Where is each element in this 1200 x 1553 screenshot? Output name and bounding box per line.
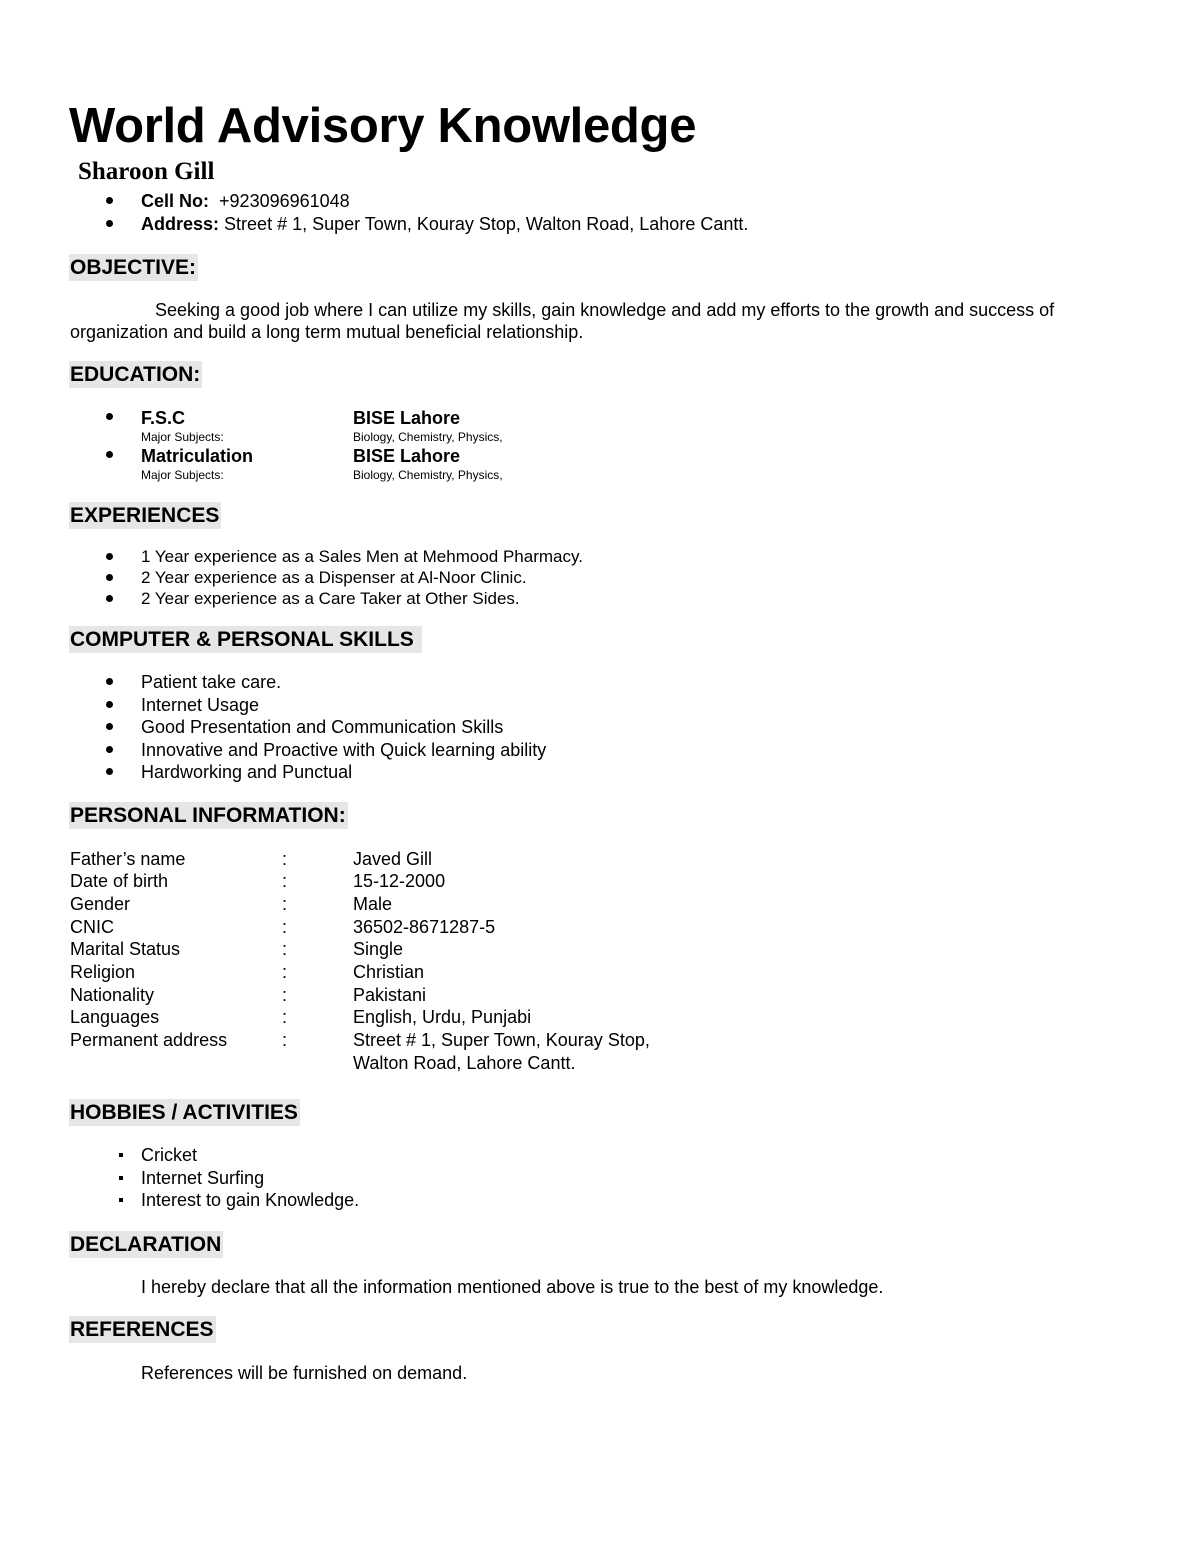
bullet-icon — [106, 701, 113, 708]
bullet-icon — [106, 220, 113, 227]
personal-label: Gender — [70, 894, 131, 914]
contact-address — [141, 213, 748, 235]
personal-address-line-2: Walton Road, Lahore Cantt. — [353, 1053, 576, 1073]
personal-value: Single — [353, 939, 404, 959]
personal-label: Permanent address — [70, 1030, 228, 1050]
education-heading: EDUCATION: — [70, 363, 201, 386]
education-subjects-label: Major Subjects: — [141, 430, 224, 444]
personal-value: 15-12-2000 — [353, 871, 446, 891]
education-board: BISE Lahore — [353, 446, 461, 466]
hobby-item: Internet Surfing — [141, 1168, 265, 1188]
square-bullet-icon — [119, 1176, 123, 1180]
skill-item: Hardworking and Punctual — [141, 762, 353, 782]
square-bullet-icon — [119, 1198, 123, 1202]
skill-item: Good Presentation and Communication Skills — [141, 717, 504, 737]
bullet-icon — [106, 574, 113, 581]
experience-item: 2 Year experience as a Dispenser at Al-Noor Clinic. — [141, 568, 527, 587]
personal-value: Pakistani — [353, 985, 427, 1005]
bullet-icon — [106, 746, 113, 753]
references-heading: REFERENCES — [70, 1318, 214, 1341]
personal-value: Christian — [353, 962, 425, 982]
personal-separator: : — [282, 1030, 288, 1050]
personal-value: 36502-8671287-5 — [353, 917, 496, 937]
hobby-item: Cricket — [141, 1145, 198, 1165]
personal-value: Street # 1, Super Town, Kouray Stop, — [353, 1030, 650, 1050]
experience-item: 2 Year experience as a Care Taker at Other Sides. — [141, 589, 520, 608]
education-degree: F.S.C — [141, 408, 186, 428]
objective-line-2: organization and build a long term mutual beneficial relationship. — [70, 322, 584, 342]
contact-cell — [141, 190, 350, 212]
objective-line-1: Seeking a good job where I can utilize my skills, gain knowledge and add my efforts to the growth and success of — [155, 300, 1055, 320]
personal-separator: : — [282, 1007, 288, 1027]
bullet-icon — [106, 413, 113, 420]
cell-value: +923096961048 — [219, 191, 350, 211]
experiences-heading: EXPERIENCES — [70, 504, 220, 527]
declaration-text: I hereby declare that all the information mentioned above is true to the best of my knowledge. — [141, 1277, 884, 1297]
address-label: Address: — [141, 214, 220, 234]
education-subjects: Biology, Chemistry, Physics, — [353, 468, 503, 482]
skill-item: Patient take care. — [141, 672, 282, 692]
personal-heading: PERSONAL INFORMATION: — [70, 804, 346, 827]
bullet-icon — [106, 553, 113, 560]
personal-separator: : — [282, 962, 288, 982]
skill-item: Innovative and Proactive with Quick learning ability — [141, 740, 547, 760]
square-bullet-icon — [119, 1153, 123, 1157]
cell-label: Cell No: — [141, 191, 210, 211]
company-title: World Advisory Knowledge — [69, 99, 697, 153]
objective-heading: OBJECTIVE: — [70, 256, 197, 279]
bullet-icon — [106, 451, 113, 458]
bullet-icon — [106, 678, 113, 685]
education-subjects-label: Major Subjects: — [141, 468, 224, 482]
personal-separator: : — [282, 871, 288, 891]
personal-label: CNIC — [70, 917, 114, 937]
bullet-icon — [106, 197, 113, 204]
hobbies-heading: HOBBIES / ACTIVITIES — [70, 1101, 298, 1124]
personal-separator: : — [282, 894, 288, 914]
experience-item: 1 Year experience as a Sales Men at Mehmood Pharmacy. — [141, 547, 583, 566]
personal-label: Date of birth — [70, 871, 169, 891]
personal-separator: : — [282, 985, 288, 1005]
education-board: BISE Lahore — [353, 408, 461, 428]
personal-value: English, Urdu, Punjabi — [353, 1007, 532, 1027]
personal-separator: : — [282, 939, 288, 959]
skills-heading: COMPUTER & PERSONAL SKILLS — [69, 626, 422, 653]
personal-label: Languages — [70, 1007, 160, 1027]
references-text: References will be furnished on demand. — [141, 1363, 468, 1383]
hobby-item: Interest to gain Knowledge. — [141, 1190, 360, 1210]
personal-label: Religion — [70, 962, 136, 982]
bullet-icon — [106, 595, 113, 602]
personal-separator: : — [282, 917, 288, 937]
personal-label: Nationality — [70, 985, 155, 1005]
declaration-heading: DECLARATION — [70, 1233, 222, 1256]
personal-separator: : — [282, 849, 288, 869]
personal-label: Father’s name — [70, 849, 186, 869]
bullet-icon — [106, 768, 113, 775]
personal-value: Male — [353, 894, 393, 914]
education-subjects: Biology, Chemistry, Physics, — [353, 430, 503, 444]
personal-value: Javed Gill — [353, 849, 433, 869]
skill-item: Internet Usage — [141, 695, 260, 715]
applicant-name: Sharoon Gill — [78, 158, 215, 185]
personal-label: Marital Status — [70, 939, 181, 959]
bullet-icon — [106, 723, 113, 730]
education-degree: Matriculation — [141, 446, 254, 466]
address-value: Street # 1, Super Town, Kouray Stop, Walton Road, Lahore Cantt. — [224, 214, 749, 234]
